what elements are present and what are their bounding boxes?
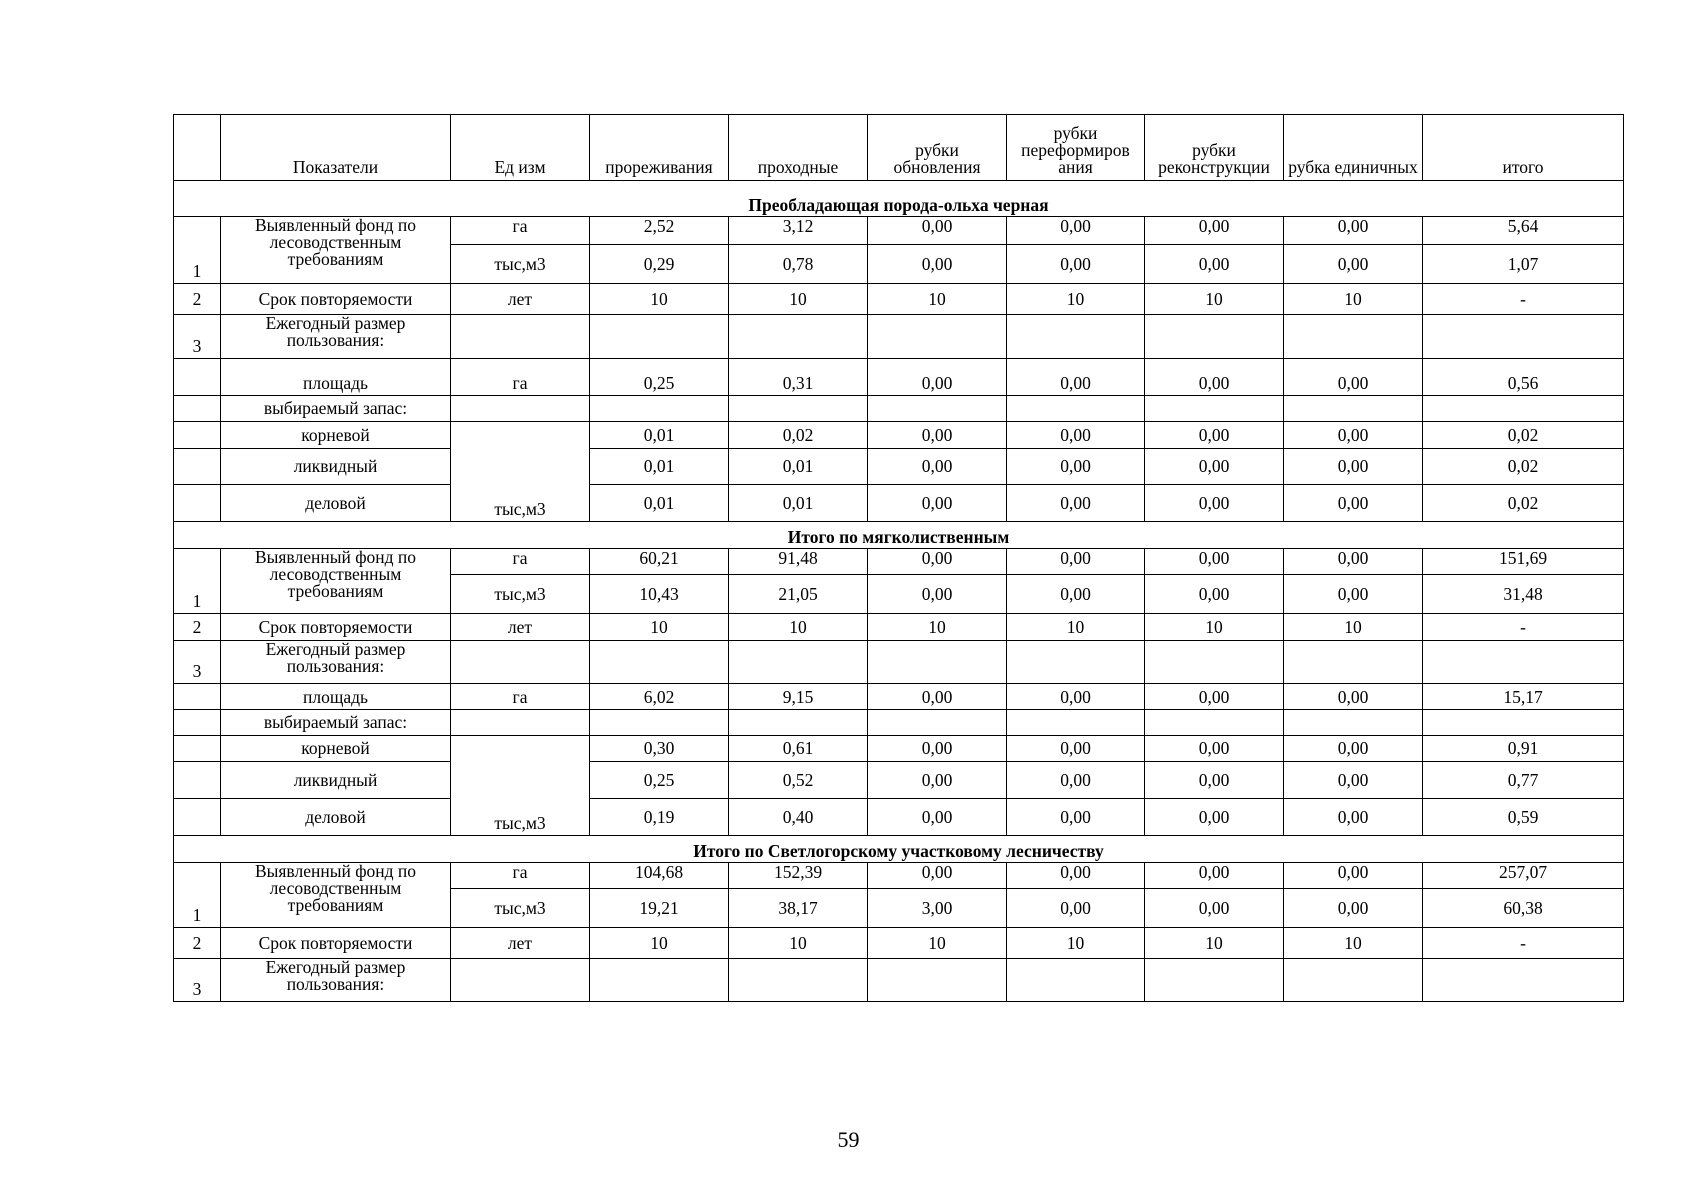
value-cell: 0,19 [590,799,729,836]
empty-cell [174,422,221,449]
empty-cell [1284,315,1423,359]
value-cell: 0,00 [1284,217,1423,245]
value-cell: 19,21 [590,889,729,928]
value-cell: - [1423,614,1624,641]
value-cell: 0,00 [1145,217,1284,245]
value-cell: 10 [868,928,1007,959]
page-number: 59 [837,1127,860,1152]
value-cell: 0,00 [868,422,1007,449]
empty-cell [590,641,729,684]
value-cell: 0,01 [590,422,729,449]
row-label: ликвидный [221,762,451,799]
table-row [174,736,1624,762]
empty-cell [174,762,221,799]
table-row [174,449,1624,485]
table-row [174,217,1624,245]
value-cell: 10 [1284,284,1423,315]
row-label: выбираемый запас: [221,396,451,422]
value-cell: 0,00 [1145,575,1284,614]
value-cell: 0,25 [590,359,729,396]
empty-cell [590,315,729,359]
empty-cell [174,736,221,762]
unit-cell: га [451,863,590,889]
table-row [174,315,1624,359]
value-cell: 0,00 [1145,422,1284,449]
row-label: Срок повторяемости [221,614,451,641]
value-cell: 0,00 [1284,422,1423,449]
empty-cell [174,396,221,422]
value-cell: 0,00 [1007,684,1145,710]
empty-cell [1423,396,1624,422]
value-cell: 0,00 [1145,485,1284,522]
value-cell: 10 [729,614,868,641]
empty-cell [174,449,221,485]
empty-cell [729,641,868,684]
unit-cell: лет [451,614,590,641]
value-cell: 5,64 [1423,217,1624,245]
table-row [174,928,1624,959]
table-body [174,181,1624,1002]
value-cell: 10 [1145,284,1284,315]
row-label: Ежегодный размер пользования: [221,641,451,684]
unit-cell: га [451,684,590,710]
header-cell-unit: Ед изм [451,115,590,181]
empty-cell [174,710,221,736]
header-cell-selective: рубка единичных [1284,115,1423,181]
value-cell: 10 [1284,614,1423,641]
table-row [174,396,1624,422]
value-cell: 0,00 [1284,863,1423,889]
value-cell: 0,40 [729,799,868,836]
value-cell: 10 [590,284,729,315]
value-cell: 0,00 [1284,889,1423,928]
row-label: Срок повторяемости [221,928,451,959]
table-row [174,863,1624,889]
value-cell: 0,00 [1284,684,1423,710]
header-cell-total: итого [1423,115,1624,181]
value-cell: 0,02 [1423,449,1624,485]
row-label: площадь [221,359,451,396]
value-cell: 10 [1145,928,1284,959]
row-number: 3 [174,641,221,684]
row-label: Ежегодный размер пользования: [221,315,451,359]
empty-cell [1284,710,1423,736]
value-cell: 60,21 [590,549,729,575]
empty-cell [451,396,590,422]
empty-cell [729,959,868,1002]
value-cell: 0,78 [729,245,868,284]
value-cell: 0,00 [1145,762,1284,799]
table-row [174,641,1624,684]
empty-cell [590,959,729,1002]
value-cell: 0,00 [1145,736,1284,762]
empty-cell [729,315,868,359]
value-cell: 10 [729,928,868,959]
row-label: Выявленный фонд по лесоводственным требованиям [221,217,451,284]
empty-cell [451,315,590,359]
empty-cell [1007,959,1145,1002]
value-cell: 38,17 [729,889,868,928]
row-label: Срок повторяемости [221,284,451,315]
value-cell: 0,00 [1007,799,1145,836]
value-cell: 0,02 [1423,422,1624,449]
value-cell: 0,00 [1007,245,1145,284]
empty-cell [1145,959,1284,1002]
value-cell: 0,01 [590,449,729,485]
value-cell: 0,56 [1423,359,1624,396]
empty-cell [174,684,221,710]
empty-cell [868,641,1007,684]
row-label: деловой [221,799,451,836]
header-cell-num [174,115,221,181]
value-cell: 0,30 [590,736,729,762]
row-number: 3 [174,959,221,1002]
value-cell: 151,69 [1423,549,1624,575]
table-row [174,684,1624,710]
empty-cell [1007,641,1145,684]
value-cell: 0,91 [1423,736,1624,762]
row-label: выбираемый запас: [221,710,451,736]
empty-cell [451,710,590,736]
value-cell: 0,00 [868,217,1007,245]
value-cell: 9,15 [729,684,868,710]
value-cell: 0,00 [1007,485,1145,522]
value-cell: 6,02 [590,684,729,710]
empty-cell [1145,641,1284,684]
value-cell: 0,25 [590,762,729,799]
section-row [174,181,1624,217]
empty-cell [868,315,1007,359]
value-cell: 0,59 [1423,799,1624,836]
value-cell: 0,00 [1007,549,1145,575]
value-cell: 0,77 [1423,762,1624,799]
value-cell: 10 [1007,284,1145,315]
empty-cell [1007,710,1145,736]
unit-cell: тыс,м3 [451,422,590,522]
value-cell: 104,68 [590,863,729,889]
value-cell: 0,00 [1284,245,1423,284]
value-cell: 0,00 [1284,799,1423,836]
section-row [174,522,1624,549]
empty-cell [174,359,221,396]
value-cell: 0,00 [1007,575,1145,614]
value-cell: - [1423,928,1624,959]
value-cell: 31,48 [1423,575,1624,614]
empty-cell [174,799,221,836]
header-cell-passage: проходные [729,115,868,181]
row-label: Выявленный фонд по лесоводственным требованиям [221,863,451,928]
value-cell: 91,48 [729,549,868,575]
row-label: ликвидный [221,449,451,485]
value-cell: 0,00 [1007,359,1145,396]
value-cell: 0,29 [590,245,729,284]
value-cell: 10 [729,284,868,315]
value-cell: 0,00 [868,799,1007,836]
value-cell: 10 [1007,614,1145,641]
value-cell: 60,38 [1423,889,1624,928]
value-cell: 0,01 [729,449,868,485]
empty-cell [1284,959,1423,1002]
unit-cell: тыс,м3 [451,889,590,928]
row-label: площадь [221,684,451,710]
section-row [174,836,1624,863]
value-cell: 10 [1284,928,1423,959]
value-cell: - [1423,284,1624,315]
header-cell-thinning: прореживания [590,115,729,181]
value-cell: 10 [590,614,729,641]
value-cell: 0,01 [590,485,729,522]
empty-cell [868,710,1007,736]
empty-cell [868,396,1007,422]
unit-cell: лет [451,928,590,959]
value-cell: 3,12 [729,217,868,245]
empty-cell [590,396,729,422]
section-title: Преобладающая порода-ольха черная [174,181,1624,217]
value-cell: 0,00 [1284,359,1423,396]
table-row [174,762,1624,799]
value-cell: 0,00 [1145,359,1284,396]
unit-cell: га [451,549,590,575]
value-cell: 0,02 [1423,485,1624,522]
table-row [174,422,1624,449]
value-cell: 15,17 [1423,684,1624,710]
empty-cell [174,485,221,522]
table-row [174,485,1624,522]
value-cell: 0,00 [868,485,1007,522]
value-cell: 0,01 [729,485,868,522]
value-cell: 0,00 [1284,485,1423,522]
unit-cell: тыс,м3 [451,245,590,284]
empty-cell [1284,396,1423,422]
value-cell: 0,00 [868,575,1007,614]
row-number: 1 [174,863,221,928]
value-cell: 2,52 [590,217,729,245]
value-cell: 0,00 [1007,889,1145,928]
value-cell: 10 [590,928,729,959]
row-label: Выявленный фонд по лесоводственным требованиям [221,549,451,614]
empty-cell [729,396,868,422]
unit-cell: тыс,м3 [451,575,590,614]
row-label: корневой [221,736,451,762]
value-cell: 0,00 [1284,762,1423,799]
value-cell: 0,02 [729,422,868,449]
empty-cell [1145,315,1284,359]
value-cell: 10 [868,614,1007,641]
empty-cell [451,959,590,1002]
value-cell: 0,00 [868,359,1007,396]
empty-cell [1423,710,1624,736]
section-title: Итого по Светлогорскому участковому лесничеству [174,836,1624,863]
header-cell-indicators: Показатели [221,115,451,181]
value-cell: 0,00 [1145,863,1284,889]
value-cell: 0,31 [729,359,868,396]
value-cell: 0,00 [1284,449,1423,485]
empty-cell [1145,710,1284,736]
value-cell: 0,00 [1007,449,1145,485]
table-row [174,549,1624,575]
value-cell: 0,00 [868,245,1007,284]
row-label: корневой [221,422,451,449]
row-number: 2 [174,284,221,315]
unit-cell: га [451,359,590,396]
value-cell: 21,05 [729,575,868,614]
empty-cell [451,641,590,684]
value-cell: 0,00 [868,736,1007,762]
value-cell: 0,00 [868,449,1007,485]
value-cell: 10 [868,284,1007,315]
value-cell: 0,00 [1145,684,1284,710]
value-cell: 0,00 [1284,549,1423,575]
empty-cell [1423,641,1624,684]
empty-cell [868,959,1007,1002]
value-cell: 0,00 [1145,889,1284,928]
empty-cell [1007,315,1145,359]
table-row [174,284,1624,315]
value-cell: 10 [1007,928,1145,959]
row-number: 1 [174,549,221,614]
empty-cell [729,710,868,736]
row-number: 2 [174,928,221,959]
value-cell: 1,07 [1423,245,1624,284]
header-cell-reformation: рубки переформиров ания [1007,115,1145,181]
header-cell-renewal: рубки обновления [868,115,1007,181]
unit-cell: тыс,м3 [451,736,590,836]
value-cell: 3,00 [868,889,1007,928]
value-cell: 152,39 [729,863,868,889]
table-row [174,799,1624,836]
unit-cell: га [451,217,590,245]
value-cell: 0,52 [729,762,868,799]
value-cell: 0,00 [1007,736,1145,762]
header-cell-reconstruction: рубки реконструкции [1145,115,1284,181]
empty-cell [590,710,729,736]
value-cell: 257,07 [1423,863,1624,889]
header-row [174,115,1624,181]
value-cell: 0,00 [868,684,1007,710]
row-number: 2 [174,614,221,641]
row-number: 1 [174,217,221,284]
value-cell: 0,00 [1145,449,1284,485]
empty-cell [1145,396,1284,422]
value-cell: 10 [1145,614,1284,641]
forestry-table [173,114,1624,1002]
value-cell: 0,00 [868,863,1007,889]
value-cell: 10,43 [590,575,729,614]
value-cell: 0,00 [1007,863,1145,889]
table-row [174,614,1624,641]
value-cell: 0,00 [1007,422,1145,449]
value-cell: 0,00 [1007,217,1145,245]
value-cell: 0,00 [1145,549,1284,575]
empty-cell [1284,641,1423,684]
unit-cell: лет [451,284,590,315]
empty-cell [1423,315,1624,359]
table-row [174,959,1624,1002]
value-cell: 0,00 [1145,245,1284,284]
empty-cell [1007,396,1145,422]
value-cell: 0,00 [1284,575,1423,614]
section-title: Итого по мягколиственным [174,522,1624,549]
table-row [174,359,1624,396]
empty-cell [1423,959,1624,1002]
value-cell: 0,00 [868,762,1007,799]
value-cell: 0,00 [1145,799,1284,836]
table-row [174,710,1624,736]
value-cell: 0,61 [729,736,868,762]
row-label: Ежегодный размер пользования: [221,959,451,1002]
row-label: деловой [221,485,451,522]
value-cell: 0,00 [868,549,1007,575]
row-number: 3 [174,315,221,359]
value-cell: 0,00 [1007,762,1145,799]
value-cell: 0,00 [1284,736,1423,762]
